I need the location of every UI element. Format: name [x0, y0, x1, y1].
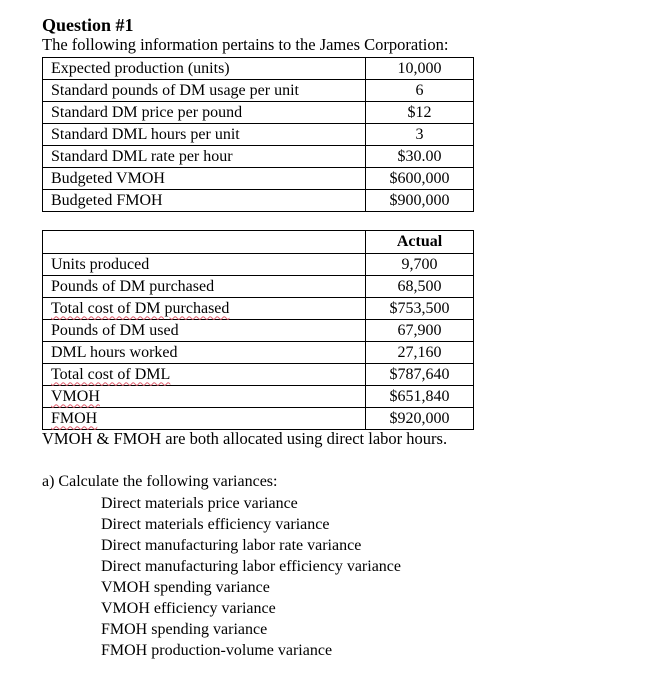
allocation-note: VMOH & FMOH are both allocated using direct labor hours.	[42, 429, 448, 448]
table-header-row	[43, 231, 474, 254]
row-value: 10,000	[366, 58, 474, 80]
row-label-text: FMOH	[51, 409, 98, 427]
table-row	[43, 298, 474, 320]
table-row	[43, 254, 474, 276]
list-item: Direct manufacturing labor rate variance	[101, 537, 362, 554]
row-label: Budgeted FMOH	[43, 190, 366, 212]
row-value: 6	[366, 80, 474, 102]
question-title: Question #1	[42, 15, 134, 35]
row-value: $600,000	[366, 168, 474, 190]
row-label: Standard DM price per pound	[43, 102, 366, 124]
variance-list	[101, 493, 401, 661]
row-value: $30.00	[366, 146, 474, 168]
row-value: 3	[366, 124, 474, 146]
row-value: 9,700	[366, 254, 474, 276]
row-label: DML hours worked	[43, 342, 366, 364]
table-row	[43, 190, 474, 212]
row-value: 68,500	[366, 276, 474, 298]
row-value: $12	[366, 102, 474, 124]
table-row	[43, 386, 474, 408]
row-label	[43, 386, 366, 408]
header-blank-cell	[43, 231, 366, 254]
part-a-prompt: a) Calculate the following variances:	[42, 473, 278, 490]
list-item: Direct manufacturing labor efficiency variance	[101, 558, 401, 575]
row-label: Standard DML hours per unit	[43, 124, 366, 146]
intro-text: The following information pertains to the James Corporation:	[42, 35, 449, 54]
row-label: Pounds of DM purchased	[43, 276, 366, 298]
row-value: $787,640	[366, 364, 474, 386]
row-label: Budgeted VMOH	[43, 168, 366, 190]
row-label-text: VMOH	[51, 387, 100, 405]
row-value: 27,160	[366, 342, 474, 364]
list-item: VMOH spending variance	[101, 579, 270, 596]
list-item: Direct materials efficiency variance	[101, 516, 330, 533]
actuals-table	[42, 230, 474, 430]
row-label-text: Total cost of DM purchased	[51, 299, 230, 317]
actual-column-header: Actual	[366, 231, 474, 254]
table-row	[43, 146, 474, 168]
row-label	[43, 408, 366, 430]
row-label: Standard DML rate per hour	[43, 146, 366, 168]
row-value: $753,500	[366, 298, 474, 320]
row-value: $920,000	[366, 408, 474, 430]
table-row	[43, 342, 474, 364]
list-item: VMOH efficiency variance	[101, 600, 276, 617]
table-row	[43, 276, 474, 298]
list-item: Direct materials price variance	[101, 495, 298, 512]
row-label	[43, 298, 366, 320]
table-row	[43, 124, 474, 146]
list-item: FMOH production-volume variance	[101, 642, 333, 659]
table-row	[43, 320, 474, 342]
table-row	[43, 58, 474, 80]
list-item: FMOH spending variance	[101, 621, 268, 638]
row-label	[43, 364, 366, 386]
standards-table	[42, 57, 474, 212]
table-row	[43, 102, 474, 124]
row-value: $651,840	[366, 386, 474, 408]
row-label: Pounds of DM used	[43, 320, 366, 342]
row-label: Standard pounds of DM usage per unit	[43, 80, 366, 102]
table-row	[43, 80, 474, 102]
row-label: Expected production (units)	[43, 58, 366, 80]
row-label: Units produced	[43, 254, 366, 276]
row-label-text: Total cost of DML	[51, 365, 171, 383]
row-value: 67,900	[366, 320, 474, 342]
table-row	[43, 168, 474, 190]
row-value: $900,000	[366, 190, 474, 212]
table-row	[43, 364, 474, 386]
table-row	[43, 408, 474, 430]
